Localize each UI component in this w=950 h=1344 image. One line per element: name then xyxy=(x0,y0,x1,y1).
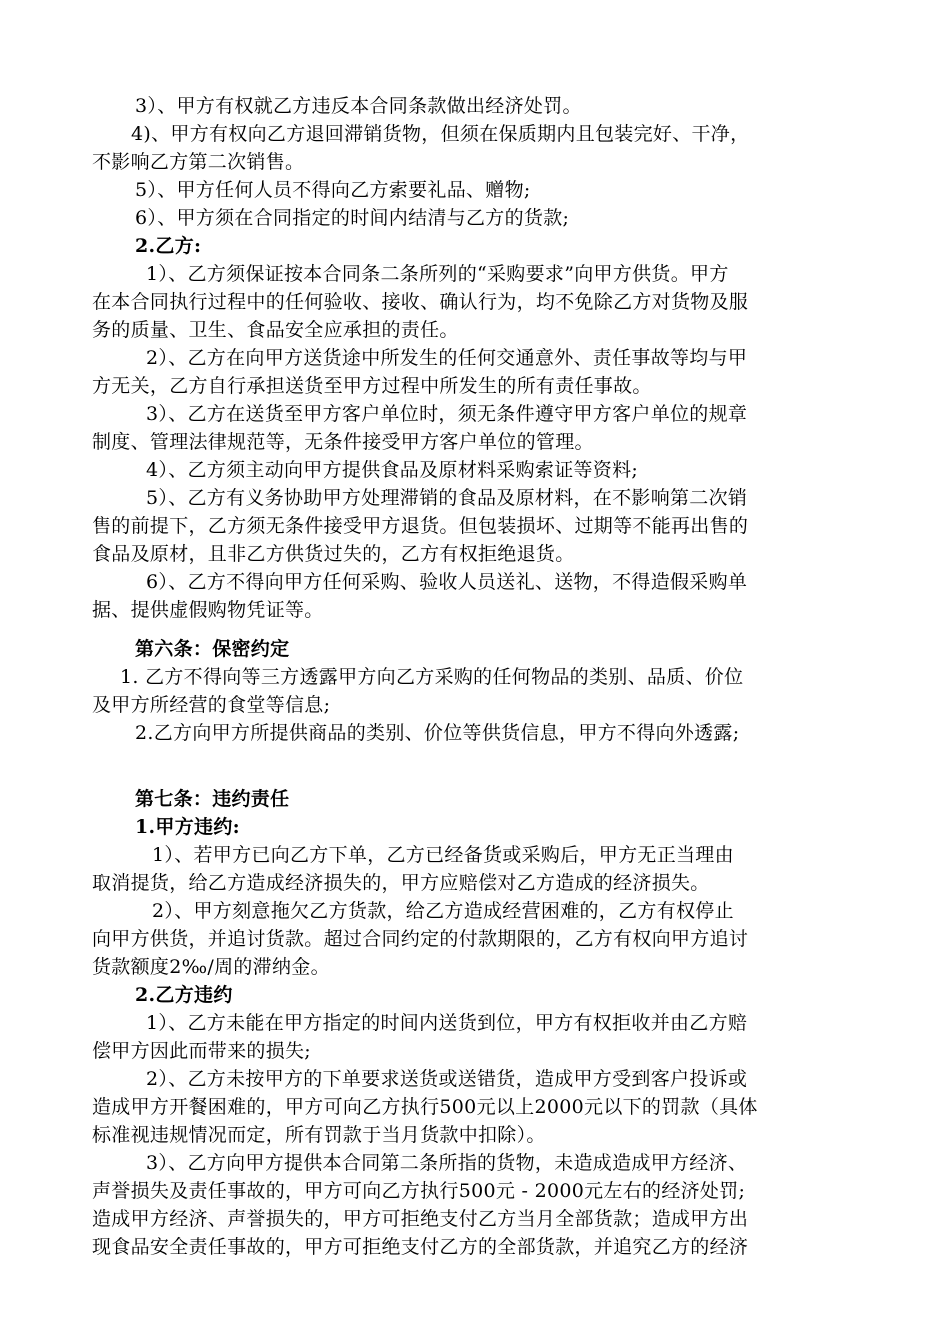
section-subheading: 2.乙方违约 xyxy=(135,984,233,1006)
paragraph-line: 2.乙方向甲方所提供商品的类别、价位等供货信息，甲方不得向外透露; xyxy=(135,722,740,744)
paragraph-line: 标准视违规情况而定，所有罚款于当月货款中扣除）。 xyxy=(92,1124,546,1146)
paragraph-line: 售的前提下，乙方须无条件接受甲方退货。但包装损坏、过期等不能再出售的 xyxy=(92,515,749,537)
paragraph-line: 1）、乙方未能在甲方指定的时间内送货到位，甲方有权拒收并由乙方赔 xyxy=(146,1012,748,1034)
paragraph-line: 造成甲方经济、声誉损失的，甲方可拒绝支付乙方当月全部货款；造成甲方出 xyxy=(92,1208,749,1230)
paragraph-line: 务的质量、卫生、食品安全应承担的责任。 xyxy=(92,319,459,341)
paragraph-line: 3）、乙方向甲方提供本合同第二条所指的货物，未造成造成甲方经济、 xyxy=(146,1152,748,1174)
paragraph-line: 现食品安全责任事故的，甲方可拒绝支付乙方的全部货款，并追究乙方的经济 xyxy=(92,1236,749,1258)
paragraph-line: 5）、乙方有义务协助甲方处理滞销的食品及原材料，在不影响第二次销 xyxy=(146,487,748,509)
paragraph-line: 6）、乙方不得向甲方任何采购、验收人员送礼、送物，不得造假采购单 xyxy=(146,571,748,593)
paragraph-line: 声誉损失及责任事故的，甲方可向乙方执行500元 - 2000元左右的经济处罚; xyxy=(92,1180,746,1202)
paragraph-line: 货款额度2‰/周的滞纳金。 xyxy=(92,956,330,978)
paragraph-line: 在本合同执行过程中的任何验收、接收、确认行为，均不免除乙方对货物及服 xyxy=(92,291,749,313)
paragraph-line: 方无关，乙方自行承担送货至甲方过程中所发生的所有责任事故。 xyxy=(92,375,652,397)
section-subheading: 1.甲方违约: xyxy=(135,816,240,838)
paragraph-line: 4）、乙方须主动向甲方提供食品及原材料采购索证等资料; xyxy=(146,459,639,481)
article-heading: 第六条：保密约定 xyxy=(135,638,290,660)
paragraph-line: 向甲方供货，并追讨货款。超过合同约定的付款期限的，乙方有权向甲方追讨 xyxy=(92,928,749,950)
paragraph-line: 6）、甲方须在合同指定的时间内结清与乙方的货款; xyxy=(135,207,570,229)
paragraph-line: 取消提货，给乙方造成经济损失的，甲方应赔偿对乙方造成的经济损失。 xyxy=(92,872,710,894)
paragraph-line: 据、提供虚假购物凭证等。 xyxy=(92,599,324,621)
paragraph-line: 1. 乙方不得向等三方透露甲方向乙方采购的任何物品的类别、品质、价位 xyxy=(120,666,744,688)
paragraph-line: 3）、乙方在送货至甲方客户单位时，须无条件遵守甲方客户单位的规章 xyxy=(146,403,748,425)
paragraph-line: 1）、若甲方已向乙方下单，乙方已经备货或采购后，甲方无正当理由 xyxy=(152,844,734,866)
section-subheading: 2.乙方: xyxy=(135,235,202,257)
paragraph-line: 制度、管理法律规范等，无条件接受甲方客户单位的管理。 xyxy=(92,431,594,453)
article-heading: 第七条：违约责任 xyxy=(135,788,290,810)
paragraph-line: 不影响乙方第二次销售。 xyxy=(92,151,305,173)
paragraph-line: 食品及原材，且非乙方供货过失的，乙方有权拒绝退货。 xyxy=(92,543,575,565)
paragraph-line: 偿甲方因此而带来的损失; xyxy=(92,1040,312,1062)
paragraph-line: 造成甲方开餐困难的，甲方可向乙方执行500元以上2000元以下的罚款（具体 xyxy=(92,1096,758,1118)
paragraph-line: 2）、乙方在向甲方送货途中所发生的任何交通意外、责任事故等均与甲 xyxy=(146,347,748,369)
paragraph-line: 5）、甲方任何人员不得向乙方索要礼品、赠物; xyxy=(135,179,531,201)
paragraph-line: 2）、甲方刻意拖欠乙方货款，给乙方造成经营困难的，乙方有权停止 xyxy=(152,900,734,922)
paragraph-line: 3）、甲方有权就乙方违反本合同条款做出经济处罚。 xyxy=(135,95,582,117)
paragraph-line: 2）、乙方未按甲方的下单要求送货或送错货，造成甲方受到客户投诉或 xyxy=(146,1068,748,1090)
paragraph-line: 及甲方所经营的食堂等信息; xyxy=(92,694,331,716)
paragraph-line: 4)、甲方有权向乙方退回滞销货物，但须在保质期内且包装完好、干净， xyxy=(131,123,750,145)
paragraph-line: 1）、乙方须保证按本合同条二条所列的“采购要求”向甲方供货。甲方 xyxy=(146,263,729,285)
